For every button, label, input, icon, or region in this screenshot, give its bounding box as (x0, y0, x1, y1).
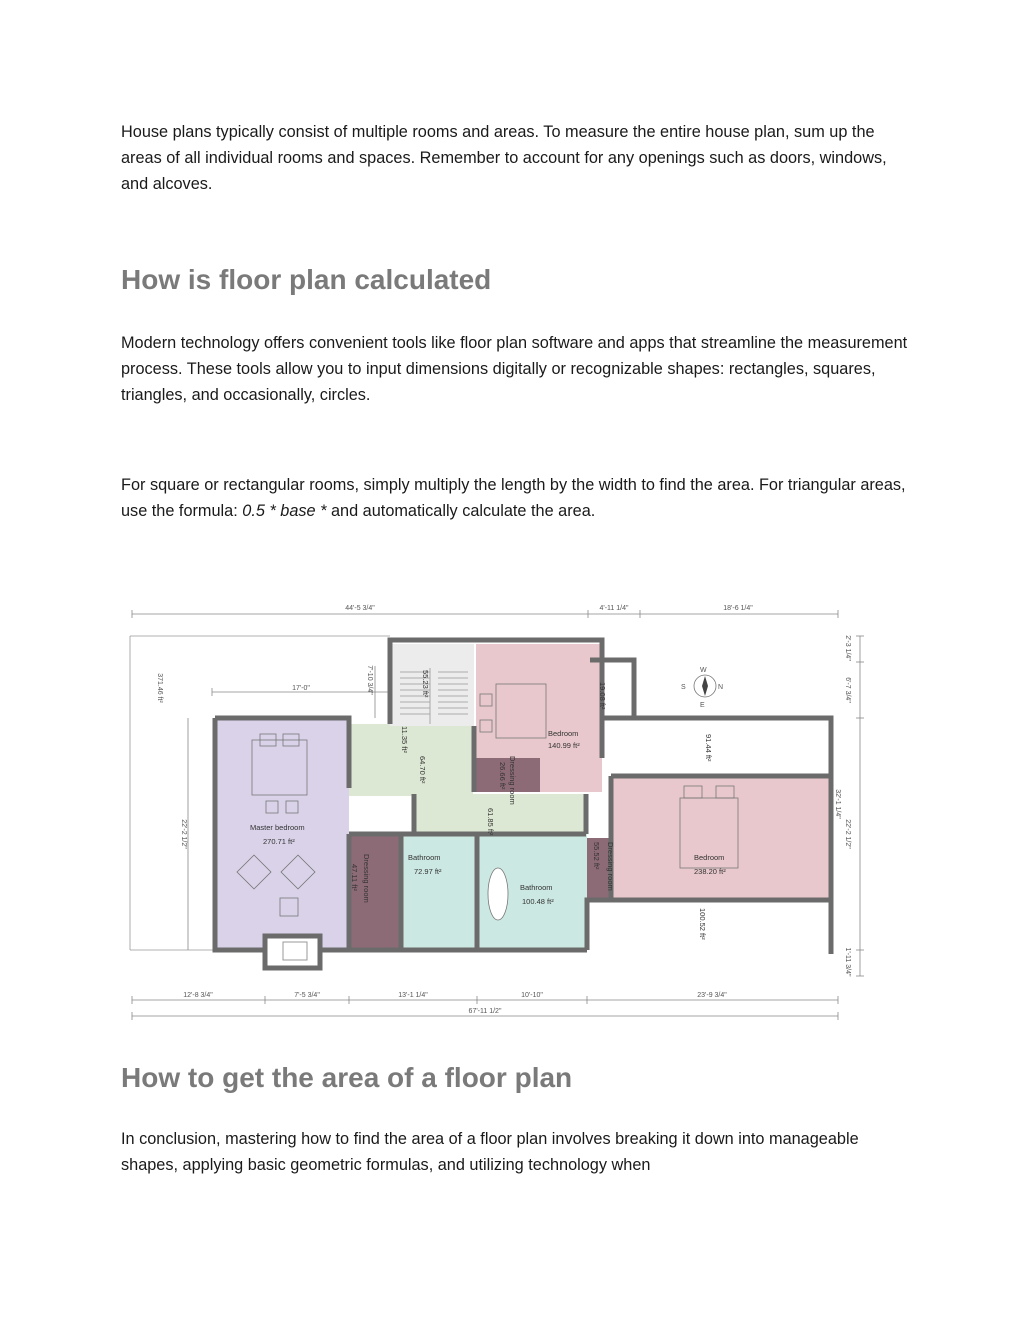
dim-bottom-b: 7'-5 3/4" (294, 992, 320, 999)
dim-bottom-total: 67'-11 1/2" (468, 1008, 502, 1015)
formula-text-after: and automatically calculate the area. (326, 502, 596, 520)
dressing-left-area: 47.11 ft² (350, 864, 359, 891)
closet-area: 19.08 ft² (598, 682, 607, 710)
dim-inner-a: 17'-0" (292, 685, 310, 692)
bedroom-top-name: Bedroom (548, 729, 579, 738)
dressing-left-name: Dressing room (362, 854, 371, 903)
terrace-bottom-area: 100.52 ft² (698, 908, 707, 940)
formula-text: 0.5 * base * (242, 502, 327, 520)
dim-left: 22'-2 1/2" (180, 819, 187, 849)
outside-area-label: 371.46 ft² (156, 673, 163, 703)
bedroom-right-area: 238.20 ft² (694, 867, 726, 876)
terrace-top-area: 91.44 ft² (704, 734, 713, 762)
compass-icon (681, 667, 723, 709)
formula-text-before: For square or rectangular rooms, simply multiply the length by the width to find the area. For triangular areas, use the formula: (121, 476, 906, 520)
dim-bottom-c: 13'-1 1/4" (398, 992, 428, 999)
formula-paragraph (121, 472, 911, 524)
dim-top-b: 4'-11 1/4" (599, 605, 629, 612)
dressing-right-name: Dressing room (606, 842, 615, 891)
bathroom-center-name: Bathroom (520, 883, 553, 892)
dim-bottom-e: 23'-9 3/4" (697, 992, 727, 999)
dressing-top-room (476, 758, 540, 792)
hallway-area: 61.85 ft² (486, 808, 495, 836)
stairs-area: 55.23 ft² (421, 670, 430, 698)
dim-inner-b: 7'-10 3/4" (366, 665, 373, 695)
dressing-top-area: 26.66 ft² (498, 762, 507, 790)
landing-room (349, 724, 473, 796)
dim-bottom-a: 12'-8 3/4" (183, 992, 213, 999)
dim-right-b: 6'-7 3/4" (844, 677, 851, 703)
dressing-right-area: 55.52 ft² (592, 842, 601, 870)
bathtub (488, 868, 508, 920)
bathroom-left-name: Bathroom (408, 853, 441, 862)
intro-paragraph: House plans typically consist of multiple rooms and areas. To measure the entire house plan, sum up the areas of all individual rooms and spaces. Remember to account for any openings such as doors, windows, and alcoves. (121, 123, 887, 193)
bedroom-top-area: 140.99 ft² (548, 741, 580, 750)
heading-how-calculated: How is floor plan calculated (121, 264, 492, 295)
stair-area-label: 11.35 ft² (400, 726, 409, 753)
conclusion-paragraph: In conclusion, mastering how to find the area of a floor plan involves breaking it down into manageable shapes, applying basic geometric formulas, and utilizing technology when (121, 1130, 859, 1174)
bedroom-right-name: Bedroom (694, 853, 725, 862)
dressing-top-name: Dressing room (508, 756, 517, 805)
bathroom-left-room (401, 834, 477, 950)
bathroom-left-area: 72.97 ft² (414, 867, 442, 876)
master-bedroom-name: Master bedroom (250, 823, 305, 832)
landing-area: 64.70 ft² (418, 756, 427, 784)
hallway-room (414, 794, 586, 834)
bathroom-center-area: 100.48 ft² (522, 897, 554, 906)
dim-right-a: 2'-3 1/4" (844, 635, 851, 661)
dim-top-c: 18'-6 1/4" (723, 605, 753, 612)
dim-right-c: 22'-2 1/2" (844, 819, 851, 849)
bedroom-right-room (611, 776, 829, 900)
dressing-left-room (349, 834, 401, 950)
technology-paragraph: Modern technology offers convenient tools like floor plan software and apps that streamline the measurement process. These tools allow you to input dimensions digitally or recognizable shapes: rectangles, squares, triangles, and occasionally, circles. (121, 334, 908, 404)
compass-north: N (718, 684, 724, 691)
compass-south: S (681, 684, 686, 691)
right-dimension-lines (856, 636, 864, 976)
dim-top-a: 44'-5 3/4" (345, 605, 375, 612)
dim-bottom-d: 10'-10" (521, 992, 543, 999)
dim-right-total: 32'-1 1/4" (834, 789, 841, 819)
dim-right-d: 1'-11 3/4" (844, 947, 851, 977)
master-bedroom-area: 270.71 ft² (263, 837, 295, 846)
compass-west: W (700, 667, 707, 674)
compass-east: E (700, 702, 705, 709)
fireplace-insert (283, 942, 307, 960)
heading-how-to-get-area: How to get the area of a floor plan (121, 1062, 573, 1093)
floor-plan-image (120, 598, 850, 1022)
master-bedroom-room (215, 718, 349, 950)
